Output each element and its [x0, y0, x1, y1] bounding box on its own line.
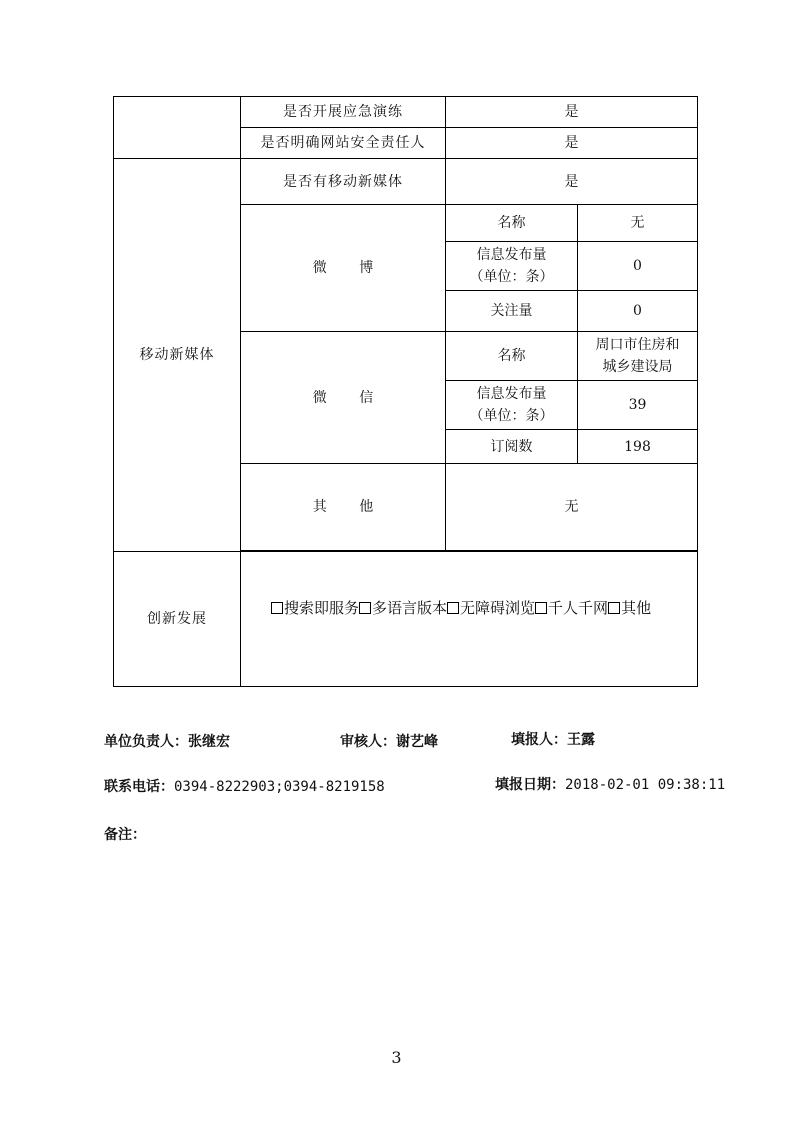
other-value: 无 [446, 464, 698, 551]
weibo-follow-label: 关注量 [446, 291, 578, 332]
other-label: 其 他 [241, 464, 446, 551]
checkbox-icon[interactable] [535, 602, 547, 614]
security-owner-value: 是 [446, 128, 698, 159]
report-table [113, 96, 698, 687]
innovation-option[interactable]: 其他 [608, 599, 651, 617]
security-owner-label: 是否明确网站安全责任人 [241, 128, 446, 159]
section-cell-empty [114, 97, 241, 159]
weixin-posts-label-line2: （单位：条） [469, 408, 554, 424]
innovation-label: 创新发展 [114, 552, 241, 687]
innovation-option[interactable]: 多语言版本 [359, 599, 447, 617]
phone-label: 联系电话： [104, 779, 174, 795]
weibo-label: 微 博 [241, 205, 446, 332]
emergency-drill-value: 是 [446, 97, 698, 128]
has-mobile-media-value: 是 [446, 159, 698, 205]
weixin-posts-value: 39 [578, 381, 698, 430]
weixin-subs-value: 198 [578, 430, 698, 464]
filler-name: 王露 [567, 732, 595, 748]
remark-label: 备注： [104, 827, 146, 843]
page-number: 3 [391, 1048, 402, 1067]
reviewer-name: 谢艺峰 [396, 734, 438, 750]
weibo-name-label: 名称 [446, 205, 578, 242]
emergency-drill-label: 是否开展应急演练 [241, 97, 446, 128]
weixin-subs-label: 订阅数 [446, 430, 578, 464]
unit-head-name: 张继宏 [188, 734, 230, 750]
innovation-options [241, 552, 698, 687]
weixin-posts-label [446, 381, 578, 430]
fill-date [495, 774, 725, 794]
weixin-label: 微 信 [241, 332, 446, 464]
filler [511, 729, 595, 749]
reviewer [340, 731, 438, 751]
unit-head-label: 单位负责人： [104, 734, 188, 750]
filler-label: 填报人： [511, 732, 567, 748]
weixin-name-value-line1: 周口市住房和 [595, 337, 680, 353]
weixin-name-value-line2: 城乡建设局 [602, 359, 673, 375]
weibo-posts-label-line2: （单位：条） [469, 269, 554, 285]
weixin-posts-label-line1: 信息发布量 [476, 386, 547, 402]
section-mobile-media: 移动新媒体 [114, 159, 241, 552]
checkbox-icon[interactable] [359, 602, 371, 614]
innovation-option[interactable]: 千人千网 [535, 599, 608, 617]
weibo-posts-label-line1: 信息发布量 [476, 247, 547, 263]
checkbox-icon[interactable] [447, 602, 459, 614]
date-value: 2018-02-01 09:38:11 [565, 777, 726, 793]
weibo-posts-label [446, 242, 578, 291]
reviewer-label: 审核人： [340, 734, 396, 750]
weibo-posts-value: 0 [578, 242, 698, 291]
weixin-name-label: 名称 [446, 332, 578, 381]
phone-value: 0394-8222903;0394-8219158 [174, 779, 385, 795]
checkbox-icon[interactable] [271, 602, 283, 614]
unit-head [104, 731, 230, 751]
weibo-name-value: 无 [578, 205, 698, 242]
weibo-follow-value: 0 [578, 291, 698, 332]
innovation-option[interactable]: 无障碍浏览 [447, 599, 535, 617]
contact-phone [104, 776, 385, 796]
weixin-name-value [578, 332, 698, 381]
has-mobile-media-label: 是否有移动新媒体 [241, 159, 446, 205]
checkbox-icon[interactable] [608, 602, 620, 614]
innovation-option[interactable]: 搜索即服务 [271, 599, 359, 617]
date-label: 填报日期： [495, 777, 565, 793]
